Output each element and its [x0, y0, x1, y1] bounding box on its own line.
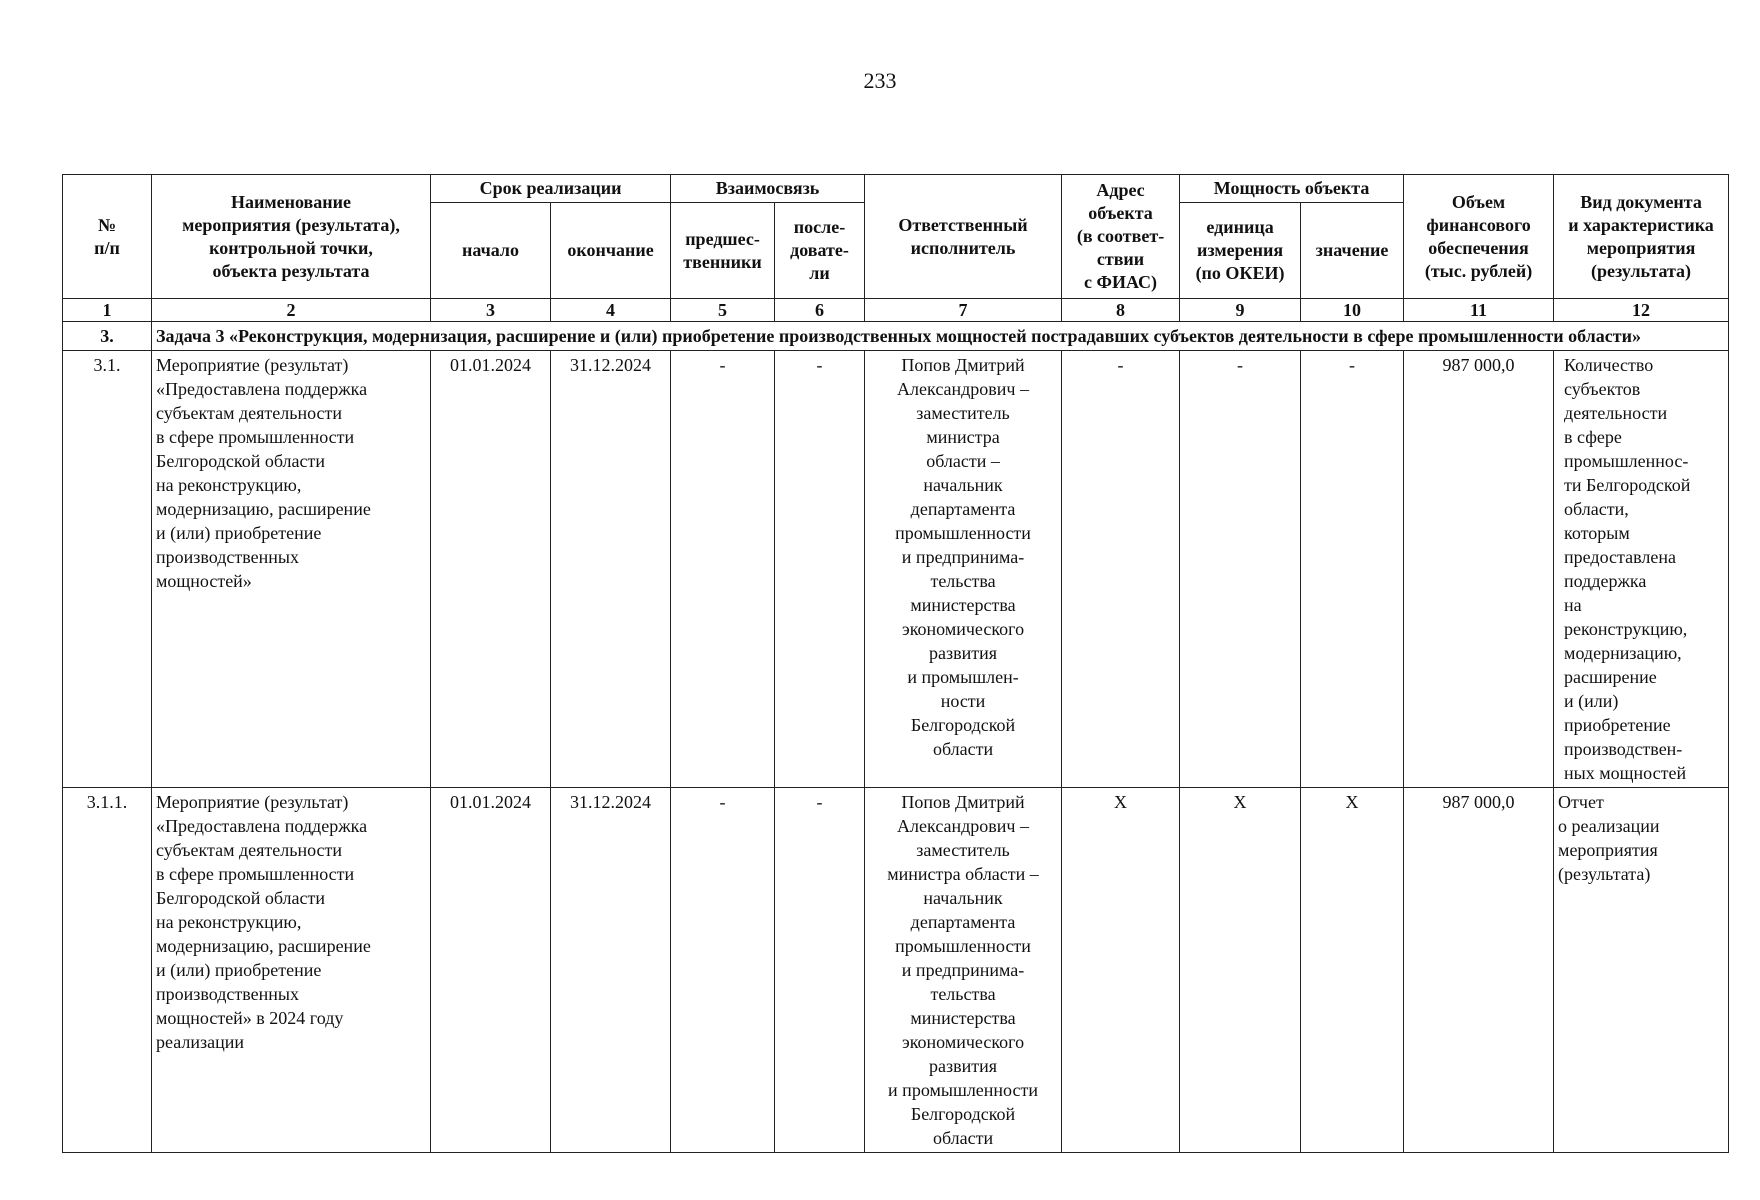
header-relation: Взаимосвязь — [671, 175, 865, 203]
column-numbers-row — [63, 299, 1729, 322]
row-value: - — [1301, 351, 1404, 788]
row-end: 31.12.2024 — [551, 351, 671, 788]
row-start: 01.01.2024 — [431, 788, 551, 1153]
row-responsible: Попов Дмитрий Александрович – заместитель министра области – начальник департамента промышленности и предпринима- тельства министерства экономического развития и промышленности Белгородской области — [865, 788, 1062, 1153]
row-num: 3.1. — [63, 351, 152, 788]
row-value: X — [1301, 788, 1404, 1153]
header-capacity: Мощность объекта — [1180, 175, 1404, 203]
header-address: Адрес объекта (в соответ- ствии с ФИАС) — [1062, 175, 1180, 299]
row-name: Мероприятие (результат) «Предоставлена поддержка субъектам деятельности в сфере промышленности Белгородской области на реконструкцию, модернизацию, расширение и (или) приобретение производственных мощностей» — [152, 351, 431, 788]
row-end: 31.12.2024 — [551, 788, 671, 1153]
row-start: 01.01.2024 — [431, 351, 551, 788]
task-num: 3. — [63, 322, 152, 351]
row-finance: 987 000,0 — [1404, 351, 1554, 788]
column-number: 10 — [1301, 299, 1404, 322]
header-period: Срок реализации — [431, 175, 671, 203]
column-number: 2 — [152, 299, 431, 322]
row-responsible: Попов Дмитрий Александрович – заместитель министра области – начальник департамента промышленности и предпринима- тельства министерства экономического развития и промышлен- ности Белгородской области — [865, 351, 1062, 788]
header-num: № п/п — [63, 175, 152, 299]
header-end: окончание — [551, 203, 671, 299]
column-number: 1 — [63, 299, 152, 322]
activities-table — [62, 174, 1729, 1153]
header-doctype: Вид документа и характеристика мероприятия (результата) — [1554, 175, 1729, 299]
row-doctype: Количество субъектов деятельности в сфере промышленнос- ти Белгородской области, которым предоставлена поддержка на реконструкцию, модернизацию, расширение и (или) приобретение производствен- ных мощностей — [1554, 351, 1729, 788]
column-number: 6 — [775, 299, 865, 322]
row-successors: - — [775, 351, 865, 788]
column-number: 12 — [1554, 299, 1729, 322]
header-name: Наименование мероприятия (результата), контрольной точки, объекта результата — [152, 175, 431, 299]
column-number: 11 — [1404, 299, 1554, 322]
page-number: 233 — [863, 68, 897, 93]
row-predecessors: - — [671, 351, 775, 788]
row-address: - — [1062, 351, 1180, 788]
table-row — [63, 351, 1729, 788]
row-num: 3.1.1. — [63, 788, 152, 1153]
column-number: 4 — [551, 299, 671, 322]
row-unit: - — [1180, 351, 1301, 788]
header-unit: единица измерения (по ОКЕИ) — [1180, 203, 1301, 299]
header-successors: после- довате- ли — [775, 203, 865, 299]
column-number: 7 — [865, 299, 1062, 322]
column-number: 3 — [431, 299, 551, 322]
header-start: начало — [431, 203, 551, 299]
task-row — [63, 322, 1729, 351]
column-number: 5 — [671, 299, 775, 322]
row-unit: X — [1180, 788, 1301, 1153]
header-finance: Объем финансового обеспечения (тыс. рублей) — [1404, 175, 1554, 299]
row-address: X — [1062, 788, 1180, 1153]
row-finance: 987 000,0 — [1404, 788, 1554, 1153]
row-name: Мероприятие (результат) «Предоставлена поддержка субъектам деятельности в сфере промышленности Белгородской области на реконструкцию, модернизацию, расширение и (или) приобретение производственных мощностей» в 2024 году реализации — [152, 788, 431, 1153]
header-value: значение — [1301, 203, 1404, 299]
header-predecessors: предшес- твенники — [671, 203, 775, 299]
row-doctype: Отчет о реализации мероприятия (результата) — [1554, 788, 1729, 1153]
column-number: 9 — [1180, 299, 1301, 322]
column-number: 8 — [1062, 299, 1180, 322]
header-row-1 — [63, 175, 1729, 203]
row-predecessors: - — [671, 788, 775, 1153]
task-text: Задача 3 «Реконструкция, модернизация, расширение и (или) приобретение производственных мощностей пострадавших субъектов деятельности в сфере промышленности области» — [152, 322, 1729, 351]
header-responsible: Ответственный исполнитель — [865, 175, 1062, 299]
table-row — [63, 788, 1729, 1153]
row-successors: - — [775, 788, 865, 1153]
